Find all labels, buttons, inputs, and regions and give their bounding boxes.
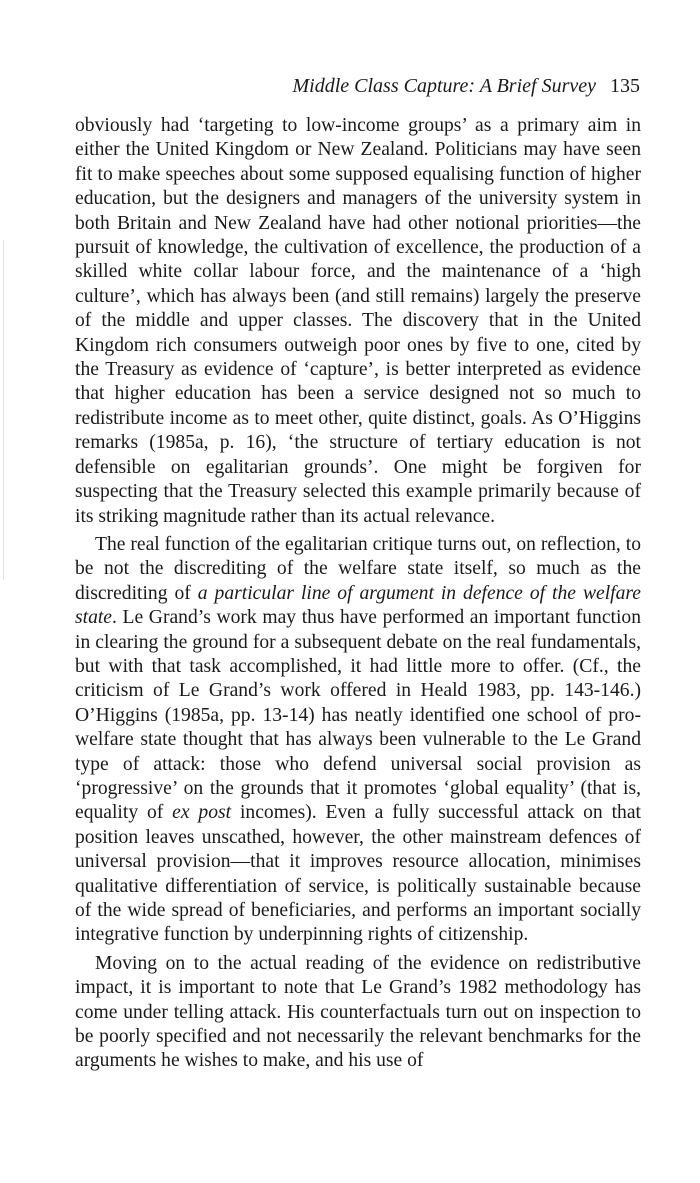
body-text: [75, 114, 641, 1074]
paragraph-3: [75, 952, 641, 1074]
paragraph-2-text-b: . Le Grand’s work may thus have performed an important function in clearing the ground for a subsequent debate on the real fundamentals, but with that task accomplished, it had little more to offer. (Cf., the criticism of Le Grand’s work offered in Heald 1983, pp. 143-146.) O’Higgins (1985a, pp. 13-14) has neatly identified one school of pro-welfare state thought that has always been vulnerable to the Le Grand type of attack: those who defend universal social provision as ‘progressive’ on the grounds that it promotes ‘global equality’ (that is, equality of: [75, 607, 641, 824]
paragraph-1-text: obviously had ‘targeting to low-income groups’ as a primary aim in either the United Kingdom or New Zealand. Politicians may have seen fit to make speeches about some supposed equalising function of higher education, but the designers and managers of the university system in both Britain and New Zealand have had other notional priorities—the pursuit of knowledge, the cultivation of excellence, the production of a skilled white collar labour force, and the maintenance of a ‘high culture’, which has always been (and still remains) largely the preserve of the middle and upper classes. The discovery that in the United Kingdom rich consumers outweigh poor ones by five to one, cited by the Treasury as evidence of ‘capture’, is better interpreted as evidence that higher education has been a service designed not so much to redistribute income as to meet other, quite distinct, goals. As O’Higgins remarks (1985a, p. 16), ‘the structure of tertiary education is not defensible on egalitarian grounds’. One might be forgiven for suspecting that the Treasury selected this example primarily because of its striking magnitude rather than its actual relevance.: [75, 115, 641, 527]
scan-margin-line: [3, 240, 4, 580]
paragraph-2-text-a: The real function of the egalitarian critique turns out, on reflection, to be not the discrediting of the welfare state itself, so much as the discrediting of: [75, 533, 641, 604]
paragraph-2-text-c: incomes). Even a fully successful attack on that position leaves unscathed, however, the other mainstream defences of universal provision—that it improves resource allocation, minimises qualitative differentiation of service, is politically sustainable because of the wide spread of beneficiaries, and performs an important socially integrative function by underpinning rights of citizenship.: [75, 802, 641, 946]
paragraph-2-emphasis-b: ex post: [172, 802, 232, 824]
paragraph-2-emphasis-a: a particular line of argument in defence of the welfare state: [75, 582, 641, 629]
page-number: 135: [610, 75, 640, 97]
running-title: Middle Class Capture: A Brief Survey: [292, 75, 596, 97]
paragraph-1: [75, 114, 641, 529]
paragraph-3-text: Moving on to the actual reading of the evidence on redistributive impact, it is important to note that Le Grand’s 1982 methodology has come under telling attack. His counterfactuals turn out on inspection to be poorly specified and not necessarily the relevant benchmarks for the arguments he wishes to make, and his use of: [75, 952, 641, 1072]
running-header: [293, 72, 641, 100]
paragraph-2: [75, 533, 641, 948]
